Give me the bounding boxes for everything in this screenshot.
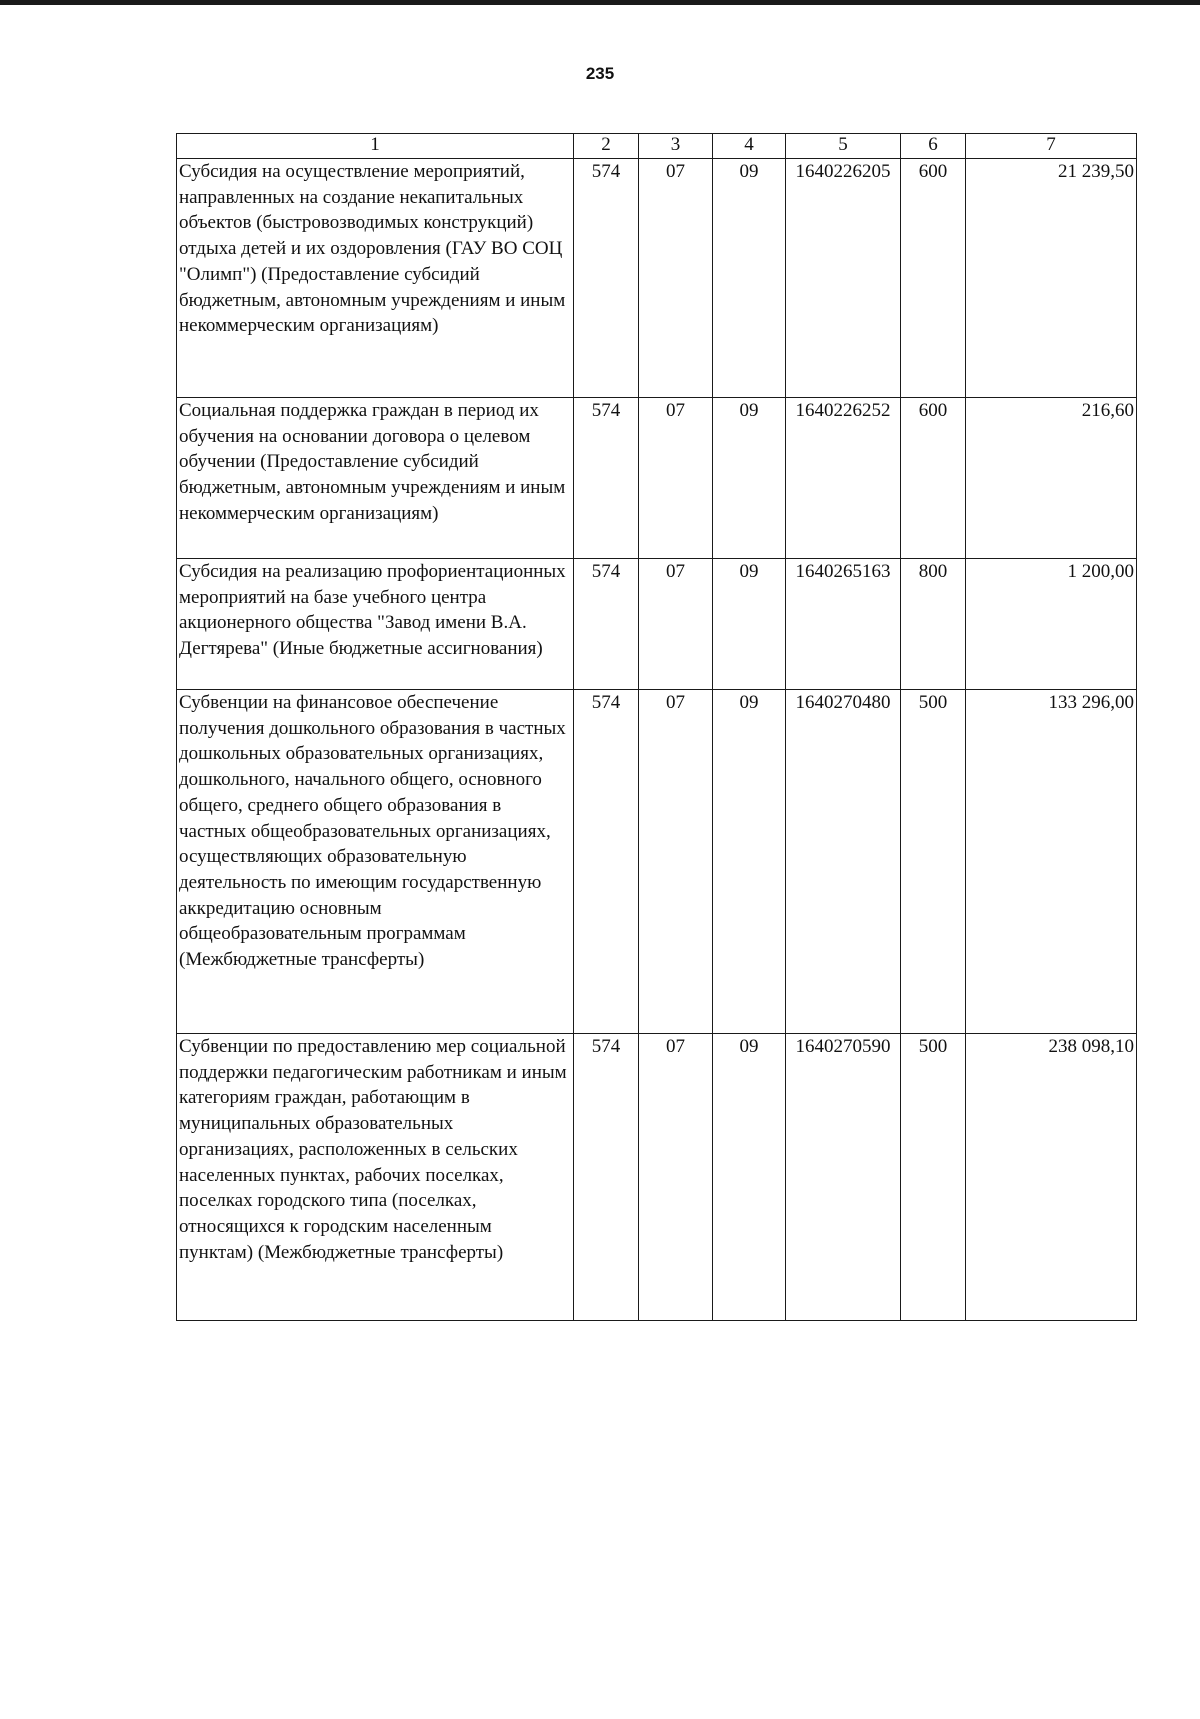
row-csr-cell: 1640265163 (786, 559, 901, 690)
row-csr-cell: 1640226205 (786, 159, 901, 398)
row-ved-cell: 574 (574, 1034, 639, 1321)
row-pr-cell: 09 (713, 1034, 786, 1321)
row-name-cell: Субсидия на осуществление мероприятий, направленных на создание некапитальных объектов (быстровозводимых конструкций) отдыха детей и их оздоровления (ГАУ ВО СОЦ "Олимп") (Предоставление субсидий бюджетным, автономным учреждениям и иным некоммерческим организациям) (177, 159, 574, 398)
row-vr-cell: 500 (901, 1034, 966, 1321)
header-cell-3: 3 (639, 134, 713, 159)
header-cell-7: 7 (966, 134, 1137, 159)
row-amount-cell: 1 200,00 (966, 559, 1137, 690)
row-pr-cell: 09 (713, 559, 786, 690)
row-csr-cell: 1640270480 (786, 690, 901, 1034)
header-cell-2: 2 (574, 134, 639, 159)
table-row (177, 690, 1137, 1034)
row-rz-cell: 07 (639, 559, 713, 690)
budget-table (176, 133, 1137, 1321)
row-amount-cell: 216,60 (966, 398, 1137, 559)
row-ved-cell: 574 (574, 159, 639, 398)
row-name-cell: Субвенции на финансовое обеспечение получения дошкольного образования в частных дошкольных образовательных организациях, дошкольного, начального общего, основного общего, среднего общего образования в частных общеобразовательных организациях, осуществляющих образовательную деятельность по имеющим государственную аккредитацию основным общеобразовательным программам (Межбюджетные трансферты) (177, 690, 574, 1034)
row-csr-cell: 1640226252 (786, 398, 901, 559)
row-vr-cell: 600 (901, 159, 966, 398)
header-cell-6: 6 (901, 134, 966, 159)
row-vr-cell: 600 (901, 398, 966, 559)
row-amount-cell: 238 098,10 (966, 1034, 1137, 1321)
header-cell-4: 4 (713, 134, 786, 159)
row-amount-cell: 21 239,50 (966, 159, 1137, 398)
page-number: 235 (585, 64, 615, 83)
row-pr-cell: 09 (713, 690, 786, 1034)
header-cell-5: 5 (786, 134, 901, 159)
top-border-line (0, 0, 1200, 5)
row-rz-cell: 07 (639, 159, 713, 398)
row-name-cell: Социальная поддержка граждан в период их обучения на основании договора о целевом обучении (Предоставление субсидий бюджетным, автономным учреждениям и иным некоммерческим организациям) (177, 398, 574, 559)
row-ved-cell: 574 (574, 559, 639, 690)
row-csr-cell: 1640270590 (786, 1034, 901, 1321)
row-rz-cell: 07 (639, 690, 713, 1034)
row-pr-cell: 09 (713, 159, 786, 398)
row-pr-cell: 09 (713, 398, 786, 559)
row-name-cell: Субвенции по предоставлению мер социальной поддержки педагогическим работникам и иным категориям граждан, работающим в муниципальных образовательных организациях, расположенных в сельских населенных пунктах, рабочих поселках, поселках городского типа (поселках, относящихся к городским населенным пунктам) (Межбюджетные трансферты) (177, 1034, 574, 1321)
row-rz-cell: 07 (639, 1034, 713, 1321)
row-vr-cell: 800 (901, 559, 966, 690)
row-vr-cell: 500 (901, 690, 966, 1034)
row-amount-cell: 133 296,00 (966, 690, 1137, 1034)
header-row (177, 134, 1137, 159)
row-ved-cell: 574 (574, 690, 639, 1034)
row-rz-cell: 07 (639, 398, 713, 559)
table-row (177, 559, 1137, 690)
header-cell-1: 1 (177, 134, 574, 159)
row-ved-cell: 574 (574, 398, 639, 559)
table-row (177, 398, 1137, 559)
row-name-cell: Субсидия на реализацию профориентационных мероприятий на базе учебного центра акционерного общества "Завод имени В.А. Дегтярева" (Иные бюджетные ассигнования) (177, 559, 574, 690)
table-row (177, 1034, 1137, 1321)
table-row (177, 159, 1137, 398)
